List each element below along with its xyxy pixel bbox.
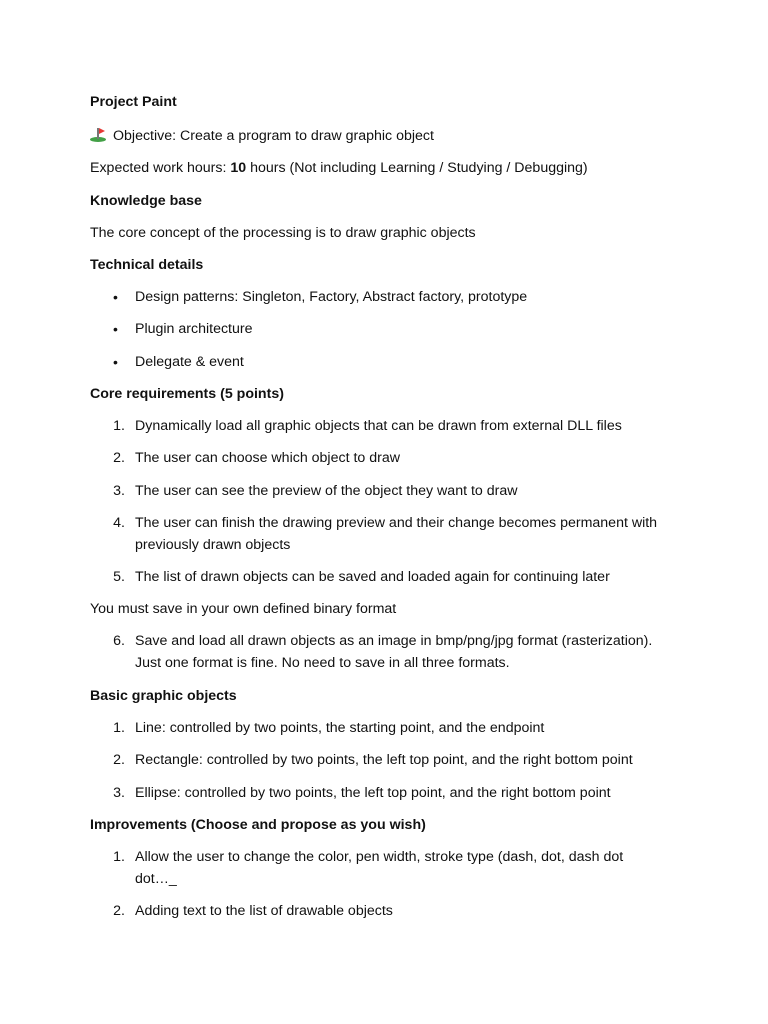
list-number: 3. bbox=[113, 483, 125, 499]
knowledge-text: The core concept of the processing is to draw graphic objects bbox=[90, 225, 476, 241]
basic-item: Ellipse: controlled by two points, the left top point, and the right bottom point bbox=[135, 785, 611, 801]
list-number: 1. bbox=[113, 849, 125, 865]
list-number: 5. bbox=[113, 569, 125, 585]
list-number: 2. bbox=[113, 752, 125, 768]
core-heading: Core requirements (5 points) bbox=[90, 386, 284, 402]
core-item: The user can see the preview of the object they want to draw bbox=[135, 483, 518, 499]
objective-line bbox=[90, 127, 434, 145]
list-number: 1. bbox=[113, 418, 125, 434]
technical-heading: Technical details bbox=[90, 257, 204, 273]
technical-item: Delegate & event bbox=[135, 354, 244, 370]
core-item: The user can finish the drawing preview and their change becomes permanent with previously drawn objects bbox=[135, 515, 658, 553]
bullet-icon: • bbox=[113, 321, 118, 337]
knowledge-heading: Knowledge base bbox=[90, 193, 202, 209]
improvement-item: Adding text to the list of drawable objects bbox=[135, 903, 393, 919]
technical-item: Design patterns: Singleton, Factory, Abstract factory, prototype bbox=[135, 289, 528, 305]
core-item: The user can choose which object to draw bbox=[135, 450, 400, 466]
document-title: Project Paint bbox=[90, 94, 177, 110]
list-number: 3. bbox=[113, 785, 125, 801]
list-number: 1. bbox=[113, 720, 125, 736]
core-item: The list of drawn objects can be saved and loaded again for continuing later bbox=[135, 569, 610, 585]
list-number: 2. bbox=[113, 903, 125, 919]
core-item: Dynamically load all graphic objects that can be drawn from external DLL files bbox=[135, 418, 622, 434]
golf-flag-icon bbox=[90, 128, 106, 142]
hours-value: 10 bbox=[230, 160, 247, 176]
list-number: 6. bbox=[113, 633, 125, 649]
list-number: 2. bbox=[113, 450, 125, 466]
binary-format-note: You must save in your own defined binary format bbox=[90, 601, 397, 617]
objective-text: Objective: Create a program to draw graphic object bbox=[113, 128, 434, 144]
bullet-icon: • bbox=[113, 289, 118, 305]
basic-heading: Basic graphic objects bbox=[90, 688, 237, 704]
basic-item: Rectangle: controlled by two points, the left top point, and the right bottom point bbox=[135, 752, 633, 768]
improvement-item: Allow the user to change the color, pen width, stroke type (dash, dot, dash dot dot…_ bbox=[135, 849, 624, 887]
bullet-icon: • bbox=[113, 354, 118, 370]
hours-suffix: hours (Not including Learning / Studying / Debugging) bbox=[246, 160, 588, 176]
expected-hours-line bbox=[90, 159, 588, 177]
improvements-heading: Improvements (Choose and propose as you wish) bbox=[90, 817, 426, 833]
core-item: Save and load all drawn objects as an image in bmp/png/jpg format (rasterization). Just one format is fine. No need to save in all three formats. bbox=[135, 633, 653, 671]
basic-item: Line: controlled by two points, the starting point, and the endpoint bbox=[135, 720, 545, 736]
list-number: 4. bbox=[113, 515, 125, 531]
technical-item: Plugin architecture bbox=[135, 321, 253, 337]
hours-prefix: Expected work hours: bbox=[90, 160, 231, 176]
